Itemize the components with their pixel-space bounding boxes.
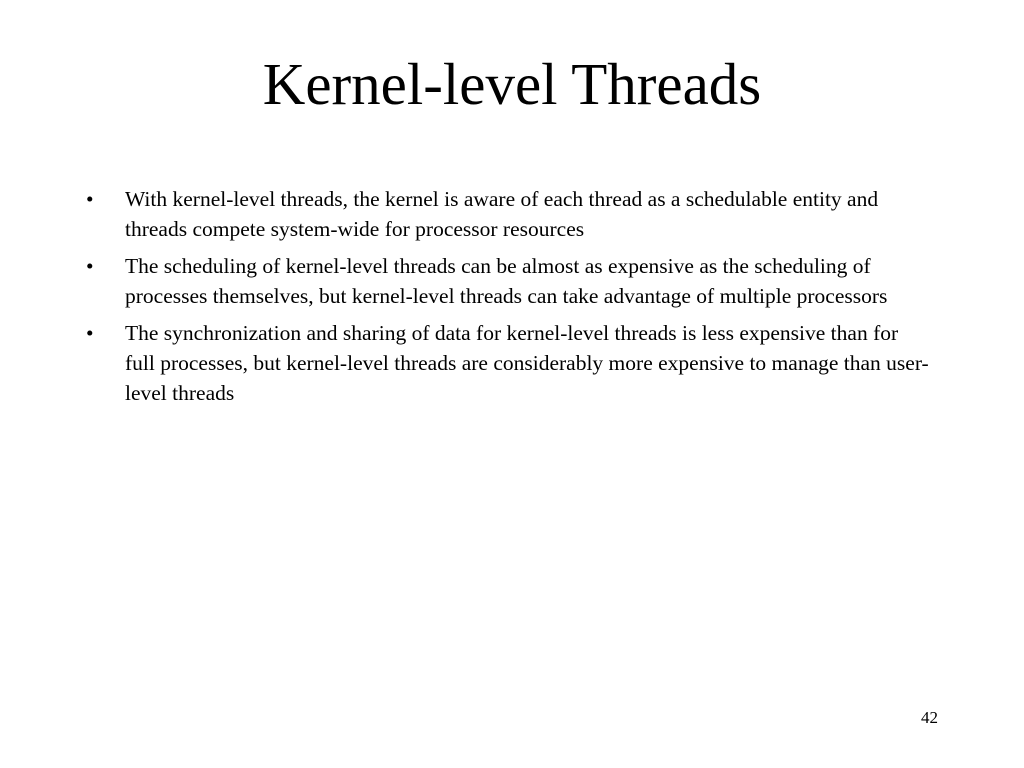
bullet-marker: • (86, 254, 94, 278)
slide-title: Kernel-level Threads (262, 51, 762, 117)
bullet-marker: • (86, 187, 94, 211)
bullet-list (0, 184, 1024, 415)
bullet-marker: • (86, 321, 94, 345)
bullet-text: With kernel-level threads, the kernel is aware of each thread as a schedulable entity and threads compete system-wide for processor resources (125, 187, 879, 241)
bullet-item (0, 184, 1024, 244)
bullet-item (0, 251, 1024, 311)
bullet-text: The scheduling of kernel-level threads can be almost as expensive as the scheduling of processes themselves, but kernel-level threads can take advantage of multiple processors (125, 254, 888, 308)
bullet-item (0, 318, 1024, 408)
bullet-text: The synchronization and sharing of data for kernel-level threads is less expensive than for full processes, but kernel-level threads are considerably more expensive to manage than user-level threads (125, 321, 929, 405)
page-number: 42 (921, 708, 938, 727)
